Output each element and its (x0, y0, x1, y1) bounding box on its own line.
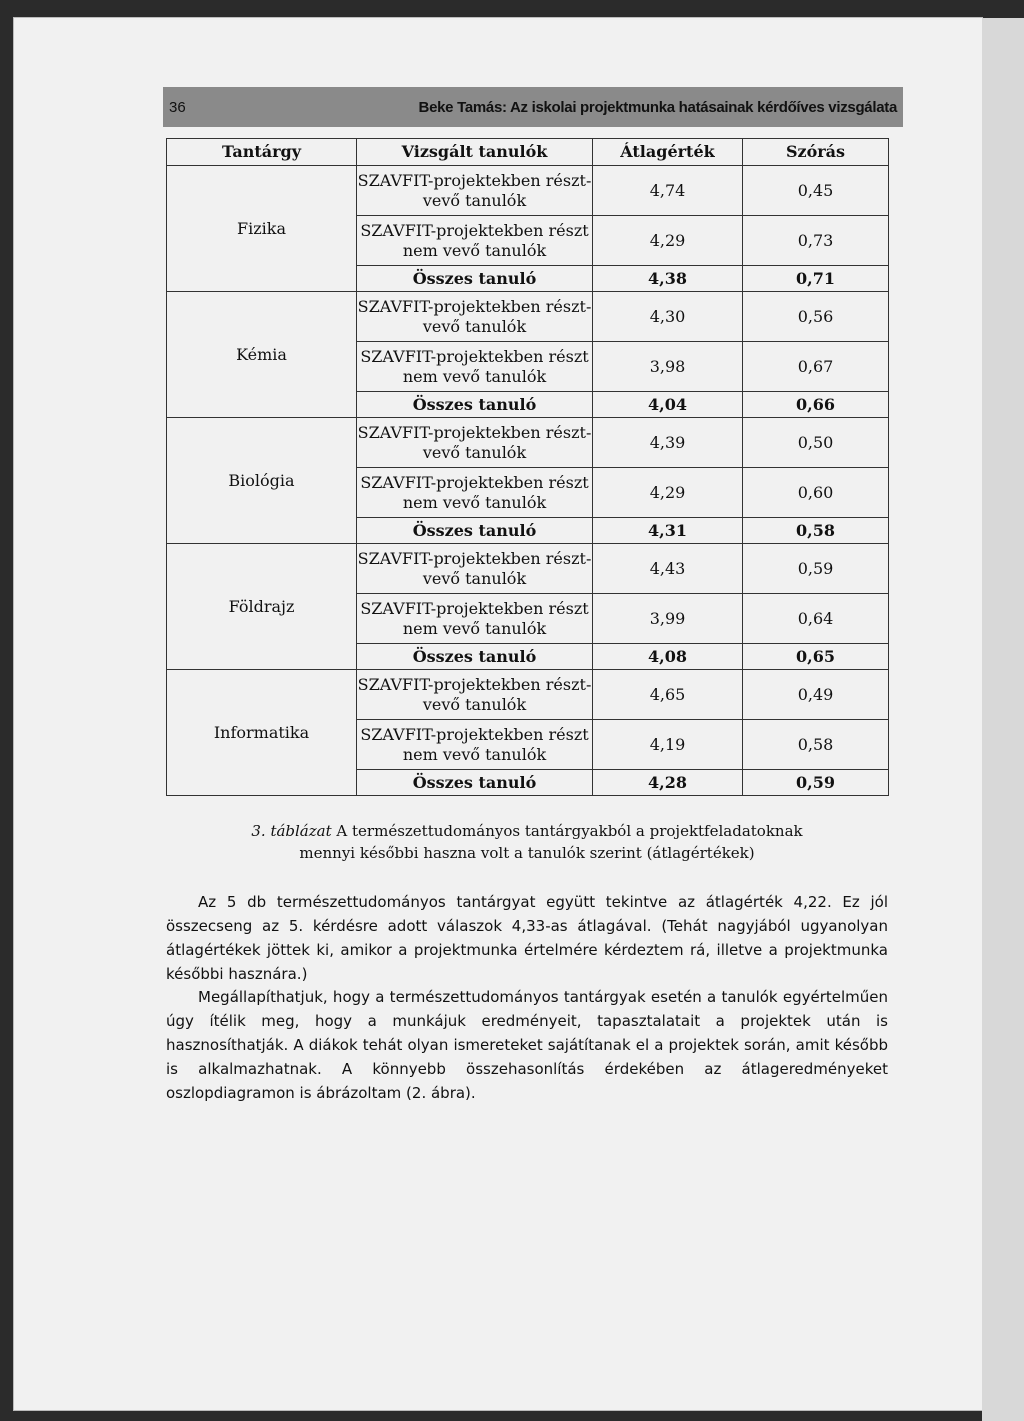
caption-line-2: mennyi későbbi haszna volt a tanulók szerint (átlagértékek) (299, 844, 755, 862)
caption-line-1: A természettudományos tantárgyakból a projektfeladatoknak (336, 822, 803, 840)
column-header-subject: Tantárgy (167, 139, 357, 166)
student-group-cell: Összes tanuló (357, 644, 593, 670)
sd-cell: 0,58 (743, 720, 889, 770)
student-group-cell: SZAVFIT-projektekben részt-vevő tanulók (357, 670, 593, 720)
sd-cell: 0,73 (743, 216, 889, 266)
mean-cell: 3,99 (593, 594, 743, 644)
paragraph-1: Az 5 db természettudományos tantárgyat együtt tekintve az átlagérték 4,22. Ez jól összecseng az 5. kérdésre adott válaszok 4,33-as átlagával. (Tehát nagyjából ugyanolyan átlagértékek jöttek ki, amikor a projektmunka értelmére kérdeztem rá, illetve a projektmunka későbbi hasznára.) (166, 893, 888, 983)
student-group-cell: SZAVFIT-projektekben részt-vevő tanulók (357, 418, 593, 468)
sd-cell: 0,45 (743, 166, 889, 216)
table-row (167, 670, 889, 720)
column-header-students: Vizsgált tanulók (357, 139, 593, 166)
student-group-cell: SZAVFIT-projektekben részt-vevő tanulók (357, 544, 593, 594)
table-row (167, 292, 889, 342)
sd-cell: 0,64 (743, 594, 889, 644)
running-header (163, 87, 903, 127)
mean-cell: 4,65 (593, 670, 743, 720)
running-title: Beke Tamás: Az iskolai projektmunka hatásainak kérdőíves vizsgálata (418, 98, 897, 116)
table-row (167, 166, 889, 216)
results-table (166, 138, 889, 796)
sd-cell: 0,58 (743, 518, 889, 544)
subject-cell: Biológia (167, 418, 357, 544)
mean-cell: 4,29 (593, 216, 743, 266)
student-group-cell: Összes tanuló (357, 770, 593, 796)
student-group-cell: SZAVFIT-projektekben részt-vevő tanulók (357, 292, 593, 342)
student-group-cell: SZAVFIT-projektekben részt nem vevő tanulók (357, 594, 593, 644)
subject-cell: Fizika (167, 166, 357, 292)
sd-cell: 0,66 (743, 392, 889, 418)
table-header-row (167, 139, 889, 166)
mean-cell: 4,19 (593, 720, 743, 770)
student-group-cell: Összes tanuló (357, 518, 593, 544)
student-group-cell: Összes tanuló (357, 392, 593, 418)
sd-cell: 0,67 (743, 342, 889, 392)
sd-cell: 0,49 (743, 670, 889, 720)
mean-cell: 3,98 (593, 342, 743, 392)
sd-cell: 0,56 (743, 292, 889, 342)
mean-cell: 4,74 (593, 166, 743, 216)
sd-cell: 0,59 (743, 770, 889, 796)
table-row (167, 544, 889, 594)
student-group-cell: SZAVFIT-projektekben részt nem vevő tanulók (357, 468, 593, 518)
sd-cell: 0,71 (743, 266, 889, 292)
caption-label: 3. táblázat (251, 822, 332, 840)
mean-cell: 4,39 (593, 418, 743, 468)
table-row (167, 418, 889, 468)
mean-cell: 4,38 (593, 266, 743, 292)
column-header-sd: Szórás (743, 139, 889, 166)
mean-cell: 4,28 (593, 770, 743, 796)
student-group-cell: SZAVFIT-projektekben részt-vevő tanulók (357, 166, 593, 216)
paragraph-2: Megállapíthatjuk, hogy a természettudományos tantárgyak esetén a tanulók egyértelműen úgy ítélik meg, hogy a munkájuk eredményeit, tapasztalatait a projektek után is hasznosíthatják. A diákok tehát olyan ismereteket sajátítanak el a projektek során, amit később is alkalmazhatnak. A könnyebb összehasonlítás érdekében az átlageredményeket oszlopdiagramon is ábrázoltam (2. ábra). (166, 988, 888, 1102)
mean-cell: 4,43 (593, 544, 743, 594)
subject-cell: Kémia (167, 292, 357, 418)
mean-cell: 4,30 (593, 292, 743, 342)
next-page-edge (982, 18, 1024, 1421)
column-header-mean: Átlagérték (593, 139, 743, 166)
sd-cell: 0,65 (743, 644, 889, 670)
mean-cell: 4,04 (593, 392, 743, 418)
student-group-cell: SZAVFIT-projektekben részt nem vevő tanulók (357, 216, 593, 266)
student-group-cell: SZAVFIT-projektekben részt nem vevő tanulók (357, 720, 593, 770)
sd-cell: 0,50 (743, 418, 889, 468)
student-group-cell: SZAVFIT-projektekben részt nem vevő tanulók (357, 342, 593, 392)
mean-cell: 4,29 (593, 468, 743, 518)
student-group-cell: Összes tanuló (357, 266, 593, 292)
sd-cell: 0,60 (743, 468, 889, 518)
sd-cell: 0,59 (743, 544, 889, 594)
subject-cell: Informatika (167, 670, 357, 796)
subject-cell: Földrajz (167, 544, 357, 670)
mean-cell: 4,31 (593, 518, 743, 544)
table-caption (166, 820, 888, 864)
mean-cell: 4,08 (593, 644, 743, 670)
page-number: 36 (169, 98, 186, 116)
